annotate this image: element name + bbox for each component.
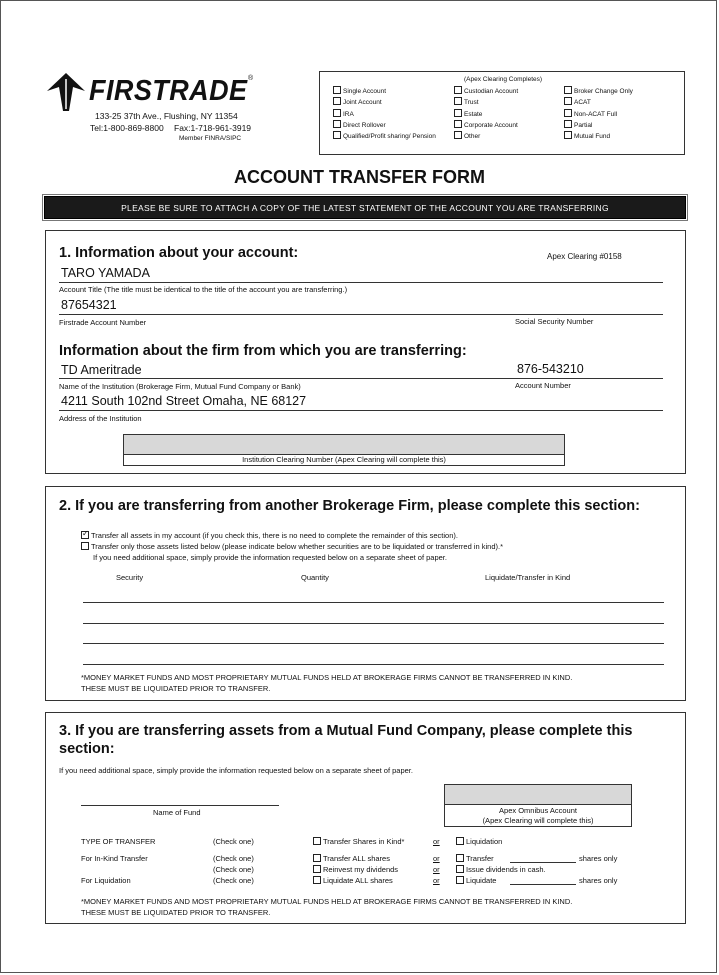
checkbox-item[interactable]: Qualified/Profit sharing/ Pension	[333, 131, 436, 142]
liquidate-all-option[interactable]: Liquidate ALL shares	[313, 876, 393, 885]
checkbox[interactable]	[333, 131, 341, 139]
checkbox-item[interactable]: ACAT	[564, 97, 633, 108]
section-2-box	[45, 486, 686, 701]
apex-completes-heading: (Apex Clearing Completes)	[464, 76, 543, 83]
attach-statement-banner: PLEASE BE SURE TO ATTACH A COPY OF THE LATEST STATEMENT OF THE ACCOUNT YOU ARE TRANSFERRING	[44, 196, 686, 219]
clearing-number-label: Institution Clearing Number (Apex Clearing will complete this)	[123, 455, 565, 466]
type-of-transfer-label: TYPE OF TRANSFER	[81, 837, 156, 846]
checkbox-item[interactable]: Joint Account	[333, 97, 436, 108]
firstrade-member: Member FINRA/SIPC	[179, 135, 242, 142]
checkbox[interactable]	[313, 837, 321, 845]
checkbox[interactable]	[454, 86, 462, 94]
checkbox[interactable]	[333, 86, 341, 94]
apex-clearing-number: Apex Clearing #0158	[547, 252, 622, 261]
section-3-heading-line2: section:	[59, 741, 115, 757]
institution-address-value[interactable]: 4211 South 102nd Street Omaha, NE 68127	[61, 394, 307, 408]
clearing-number-shaded-field	[123, 434, 565, 455]
or-3: or	[433, 865, 440, 874]
check-one-2: (Check one)	[213, 854, 254, 863]
checkbox[interactable]	[454, 120, 462, 128]
institution-address-label: Address of the Institution	[59, 414, 142, 423]
liquidation-label: For Liquidation	[81, 876, 131, 885]
account-type-col3	[564, 86, 633, 142]
checkbox[interactable]	[313, 854, 321, 862]
checkbox-item[interactable]: Custodian Account	[454, 86, 518, 97]
firstrade-account-number-value[interactable]: 87654321	[61, 298, 117, 312]
transfer-all-shares-option[interactable]: Transfer ALL shares	[313, 854, 390, 863]
checkbox[interactable]	[454, 109, 462, 117]
transfer-shares-in-kind-option[interactable]: Transfer Shares in Kind*	[313, 837, 404, 846]
security-entry-line[interactable]	[83, 602, 664, 603]
checkbox[interactable]	[313, 876, 321, 884]
ssn-label: Social Security Number	[515, 317, 594, 326]
checkbox[interactable]	[454, 97, 462, 105]
section-1-heading: 1. Information about your account:	[59, 245, 299, 261]
checkbox[interactable]	[564, 86, 572, 94]
checkbox-item[interactable]: Partial	[564, 120, 633, 131]
section-2-note-line1: *MONEY MARKET FUNDS AND MOST PROPRIETARY MUTUAL FUNDS HELD AT BROKERAGE FIRMS CANNOT BE TRANSFERRED IN KIND.	[81, 673, 573, 682]
firstrade-fax: Fax:1-718-961-3919	[174, 123, 252, 133]
checkbox-item[interactable]: Trust	[454, 97, 518, 108]
checkbox[interactable]	[456, 837, 464, 845]
section-2-heading: 2. If you are transferring from another Brokerage Firm, please complete this section:	[59, 498, 640, 514]
section-2-note-line2: THESE MUST BE LIQUIDATED PRIOR TO TRANSFER.	[81, 684, 271, 693]
col-liquidate-transfer: Liquidate/Transfer in Kind	[485, 573, 571, 582]
section-3-note-line1: *MONEY MARKET FUNDS AND MOST PROPRIETARY MUTUAL FUNDS HELD AT BROKERAGE FIRMS CANNOT BE TRANSFERRED IN KIND.	[81, 897, 573, 906]
transfer-listed-option[interactable]: Transfer only those assets listed below (please indicate below whether securities are to be liquidated or transferred in kind).*	[81, 542, 503, 551]
or-1: or	[433, 837, 440, 846]
account-title-line	[59, 282, 663, 283]
firstrade-account-number-label: Firstrade Account Number	[59, 318, 147, 327]
security-entry-line[interactable]	[83, 623, 664, 624]
liquidation-option[interactable]: Liquidation	[456, 837, 502, 846]
checkbox-item[interactable]: Mutual Fund	[564, 131, 633, 142]
checkbox[interactable]	[564, 109, 572, 117]
or-4: or	[433, 876, 440, 885]
firstrade-address: 133-25 37th Ave., Flushing, NY 11354	[95, 111, 238, 121]
transfer-all-checkbox[interactable]	[81, 531, 89, 539]
checkbox-item[interactable]: Estate	[454, 109, 518, 120]
omnibus-shaded-field	[444, 784, 632, 805]
institution-line	[59, 378, 663, 379]
institution-account-number-label: Account Number	[515, 381, 571, 390]
firstrade-logo	[45, 71, 255, 115]
checkbox-item[interactable]: Broker Change Only	[564, 86, 633, 97]
reinvest-dividends-option[interactable]: Reinvest my dividends	[313, 865, 398, 874]
address-line	[59, 410, 663, 411]
institution-name-label: Name of the Institution (Brokerage Firm, Mutual Fund Company or Bank)	[59, 382, 301, 391]
checkbox[interactable]	[454, 131, 462, 139]
transfer-all-option[interactable]: ✓Transfer all assets in my account (if you check this, there is no need to complete the remainder of this section).	[81, 531, 458, 540]
checkbox-item[interactable]: IRA	[333, 109, 436, 120]
col-quantity: Quantity	[301, 573, 329, 582]
security-entry-line[interactable]	[83, 643, 664, 644]
checkbox[interactable]	[333, 109, 341, 117]
checkbox[interactable]	[313, 865, 321, 873]
checkbox-item[interactable]: Single Account	[333, 86, 436, 97]
account-title-label: Account Title (The title must be identical to the title of the account you are transferring.)	[59, 285, 348, 294]
check-one-3: (Check one)	[213, 865, 254, 874]
transfer-partial-option[interactable]: Transfer	[456, 854, 494, 863]
section-2-additional-space: If you need additional space, simply provide the information requested below on a separate sheet of paper.	[93, 553, 447, 562]
transferring-firm-heading: Information about the firm from which you are transferring:	[59, 343, 467, 359]
arrow-logo-icon	[45, 71, 87, 113]
omnibus-label: Apex Omnibus Account (Apex Clearing will complete this)	[444, 805, 632, 827]
check-one-1: (Check one)	[213, 837, 254, 846]
security-entry-line[interactable]	[83, 664, 664, 665]
col-security: Security	[116, 573, 144, 582]
liquidate-shares-line[interactable]	[510, 884, 576, 885]
institution-account-number-value[interactable]: 876-543210	[517, 362, 584, 376]
account-type-col2	[454, 86, 518, 142]
checkbox[interactable]	[564, 131, 572, 139]
checkbox-item[interactable]: Other	[454, 131, 518, 142]
or-2: or	[433, 854, 440, 863]
checkbox-item[interactable]: Non-ACAT Full	[564, 109, 633, 120]
transfer-shares-line[interactable]	[510, 862, 576, 863]
section-3-heading-line1: 3. If you are transferring assets from a Mutual Fund Company, please complete this	[59, 723, 633, 739]
name-of-fund-line[interactable]	[81, 805, 279, 806]
checkbox[interactable]	[564, 120, 572, 128]
checkbox-item[interactable]: Corporate Account	[454, 120, 518, 131]
section-3-additional-space: If you need additional space, simply provide the information requested below on a separate sheet of paper.	[59, 766, 413, 775]
institution-name-value[interactable]: TD Ameritrade	[61, 363, 142, 377]
checkbox[interactable]	[333, 120, 341, 128]
checkbox[interactable]	[456, 876, 464, 884]
check-one-4: (Check one)	[213, 876, 254, 885]
form-title: ACCOUNT TRANSFER FORM	[234, 167, 485, 187]
shares-only-2: shares only	[579, 876, 618, 885]
section-3-note-line2: THESE MUST BE LIQUIDATED PRIOR TO TRANSFER.	[81, 908, 271, 917]
issue-dividends-option[interactable]: Issue dividends in cash.	[456, 865, 546, 874]
registered-mark: ®	[248, 75, 254, 82]
checkbox[interactable]	[456, 854, 464, 862]
in-kind-transfer-label: For In-Kind Transfer	[81, 854, 148, 863]
checkbox[interactable]	[333, 97, 341, 105]
transfer-listed-checkbox[interactable]	[81, 542, 89, 550]
account-number-line	[59, 314, 663, 315]
logo-wordmark: FIRSTRADE	[89, 75, 248, 107]
checkbox[interactable]	[564, 97, 572, 105]
account-title-value[interactable]: TARO YAMADA	[61, 266, 150, 280]
checkbox[interactable]	[456, 865, 464, 873]
firstrade-phone: Tel:1-800-869-8800	[90, 123, 164, 133]
shares-only-1: shares only	[579, 854, 618, 863]
liquidate-partial-option[interactable]: Liquidate	[456, 876, 496, 885]
name-of-fund-label: Name of Fund	[153, 808, 201, 817]
checkbox-item[interactable]: Direct Rollover	[333, 120, 436, 131]
account-type-col1	[333, 86, 436, 142]
